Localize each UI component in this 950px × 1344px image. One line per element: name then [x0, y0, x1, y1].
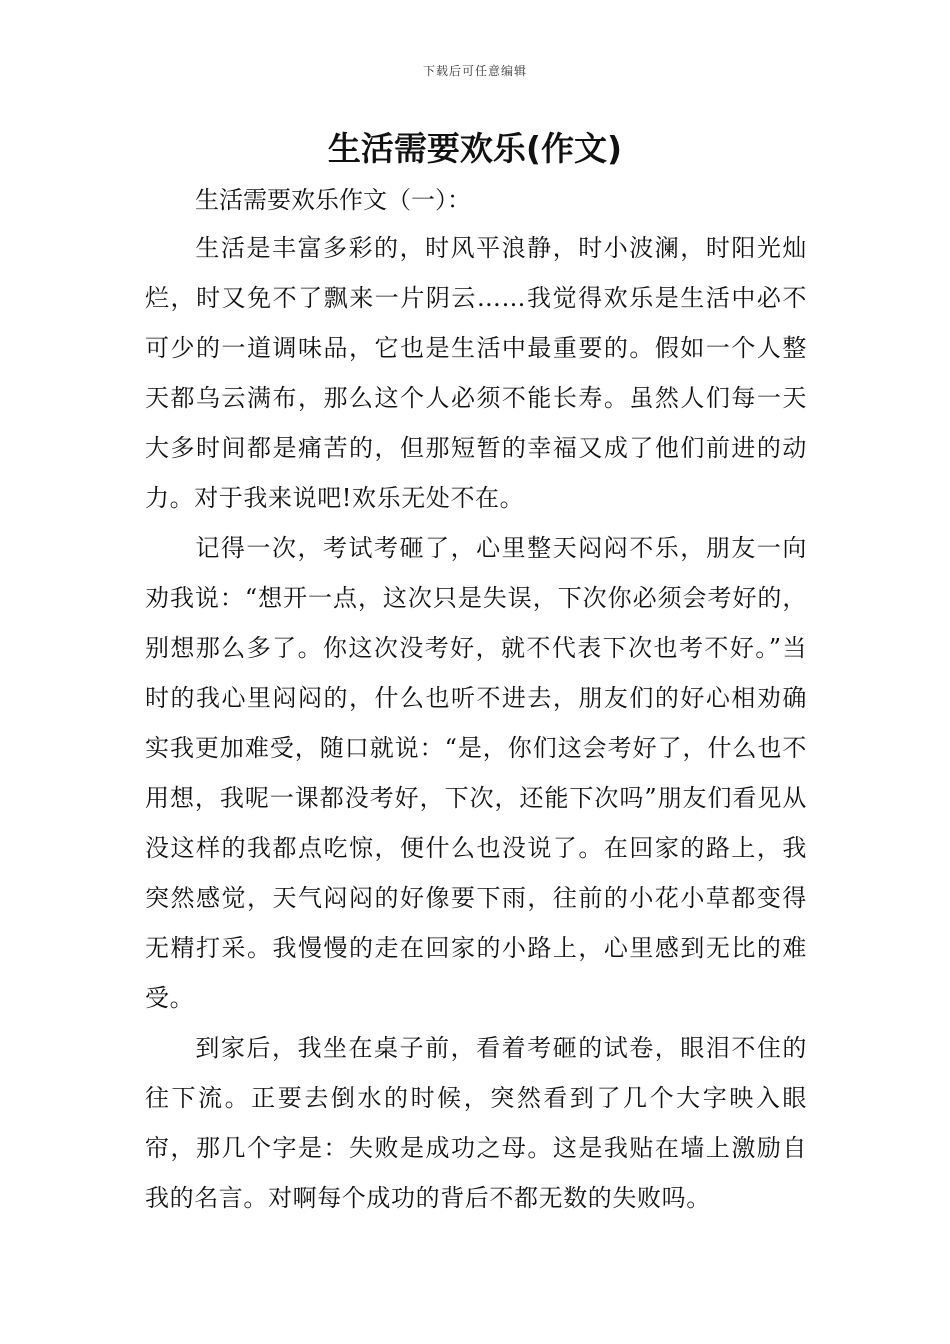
header-note: 下载后可任意编辑 [422, 64, 527, 78]
document-subtitle: 生活需要欢乐作文（一）： [195, 186, 471, 214]
document-body [145, 223, 807, 1223]
document-title: 生活需要欢乐(作文) [327, 129, 623, 168]
paragraph: 记得一次，考试考砸了，心里整天闷闷不乐，朋友一向劝我说：“想开一点，这次只是失误，下次你必须会考好的，别想那么多了。你这次没考好，就不代表下次也考不好。”当时的我心里闷闷的，什么也听不进去，朋友们的好心相劝确实我更加难受，随口就说：“是，你们这会考好了，什么也不用想，我呢一课都没考好，下次，还能下次吗”朋友们看见从没这样的我都点吃惊，便什么也没说了。在回家的路上，我突然感觉，天气闷闷的好像要下雨，往前的小花小草都变得无精打采。我慢慢的走在回家的小路上，心里感到无比的难受。 [145, 534, 807, 1012]
paragraph: 到家后，我坐在桌子前，看着考砸的试卷，眼泪不住的往下流。正要去倒水的时候，突然看到了几个大字映入眼帘，那几个字是：失败是成功之母。这是我贴在墙上激励自我的名言。对啊每个成功的背后不都无数的失败吗。 [145, 1034, 807, 1212]
paragraph: 生活是丰富多彩的，时风平浪静，时小波澜，时阳光灿烂，时又免不了飘来一片阴云……我觉得欢乐是生活中必不可少的一道调味品，它也是生活中最重要的。假如一个人整天都乌云满布，那么这个人必须不能长寿。虽然人们每一天大多时间都是痛苦的，但那短暂的幸福又成了他们前进的动力。对于我来说吧!欢乐无处不在。 [145, 234, 807, 512]
